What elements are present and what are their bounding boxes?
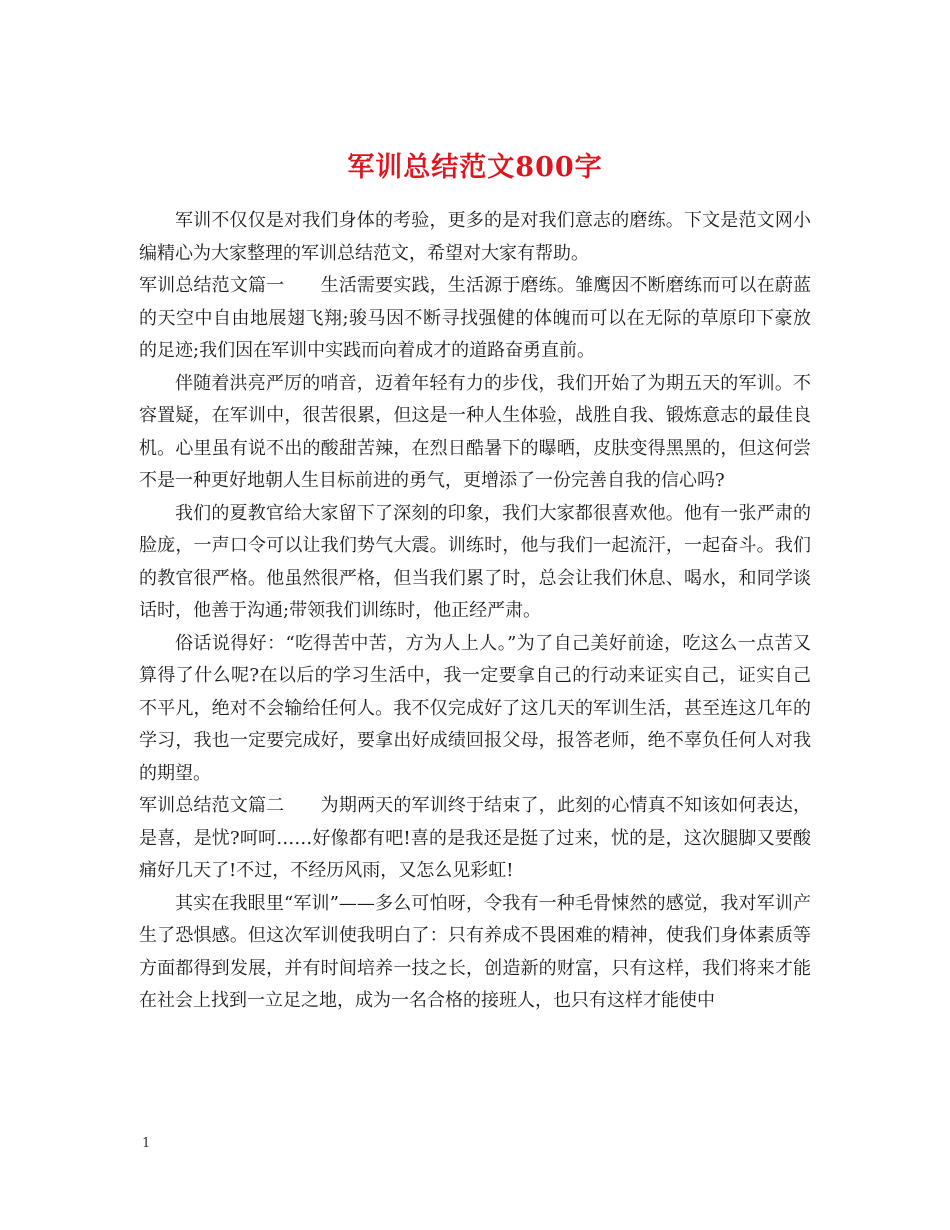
paragraph-proverb: 俗话说得好：“吃得苦中苦，方为人上人。”为了自己美好前途，吃这么一点苦又算得了什么呢?在以后的学习生活中，我一定要拿自己的行动来证实自己，证实自己不平凡，绝对不会输给任何人。我不仅完成好了这几天的军训生活，甚至连这几年的学习，我也一定要完成好，要拿出好成绩回报父母，报答老师，绝不辜负任何人对我的期望。 [139,632,811,784]
paragraph-instructor: 我们的夏教官给大家留下了深刻的印象，我们大家都很喜欢他。他有一张严肃的脸庞，一声口令可以让我们势气大震。训练时，他与我们一起流汗，一起奋斗。我们的教官很严格。他虽然很严格，但当我们累了时，总会让我们休息、喝水，和同学谈话时，他善于沟通;带领我们训练时，他正经严肃。 [139,502,811,621]
document-body [139,205,811,1018]
paragraph-intro: 军训不仅仅是对我们身体的考验，更多的是对我们意志的磨练。下文是范文网小编精心为大家整理的军训总结范文，希望对大家有帮助。 [139,210,811,264]
paragraph-article-two-heading: 军训总结范文篇二 为期两天的军训终于结束了，此刻的心情真不知该如何表达，是喜，是忧?呵呵……好像都有吧!喜的是我还是挺了过来，忧的是，这次腿脚又要酸痛好几天了!不过，不经历风雨，又怎么见彩虹! [139,795,811,881]
document-title: 军训总结范文800字 [347,152,603,184]
paragraph-article-one-heading: 军训总结范文篇一 生活需要实践，生活源于磨练。雏鹰因不断磨练而可以在蔚蓝的天空中自由地展翅飞翔;骏马因不断寻找强健的体魄而可以在无际的草原印下豪放的足迹;我们因在军训中实践而向着成才的道路奋勇直前。 [139,275,811,361]
paragraph-fear: 其实在我眼里“军训”——多么可怕呀，令我有一种毛骨悚然的感觉，我对军训产生了恐惧感。但这次军训使我明白了：只有养成不畏困难的精神，使我们身体素质等方面都得到发展，并有时间培养一技之长，创造新的财富，只有这样，我们将来才能在社会上找到一立足之地，成为一名合格的接班人，也只有这样才能使中 [139,892,811,1011]
paragraph-training-start: 伴随着洪亮严厉的哨音，迈着年轻有力的步伐，我们开始了为期五天的军训。不容置疑，在军训中，很苦很累，但这是一种人生体验，战胜自我、锻炼意志的最佳良机。心里虽有说不出的酸甜苦辣，在烈日酷暑下的曝晒，皮肤变得黑黑的，但这何尝不是一种更好地朝人生目标前进的勇气，更增添了一份完善自我的信心吗? [139,372,811,491]
page-number: 1 [142,1136,151,1151]
